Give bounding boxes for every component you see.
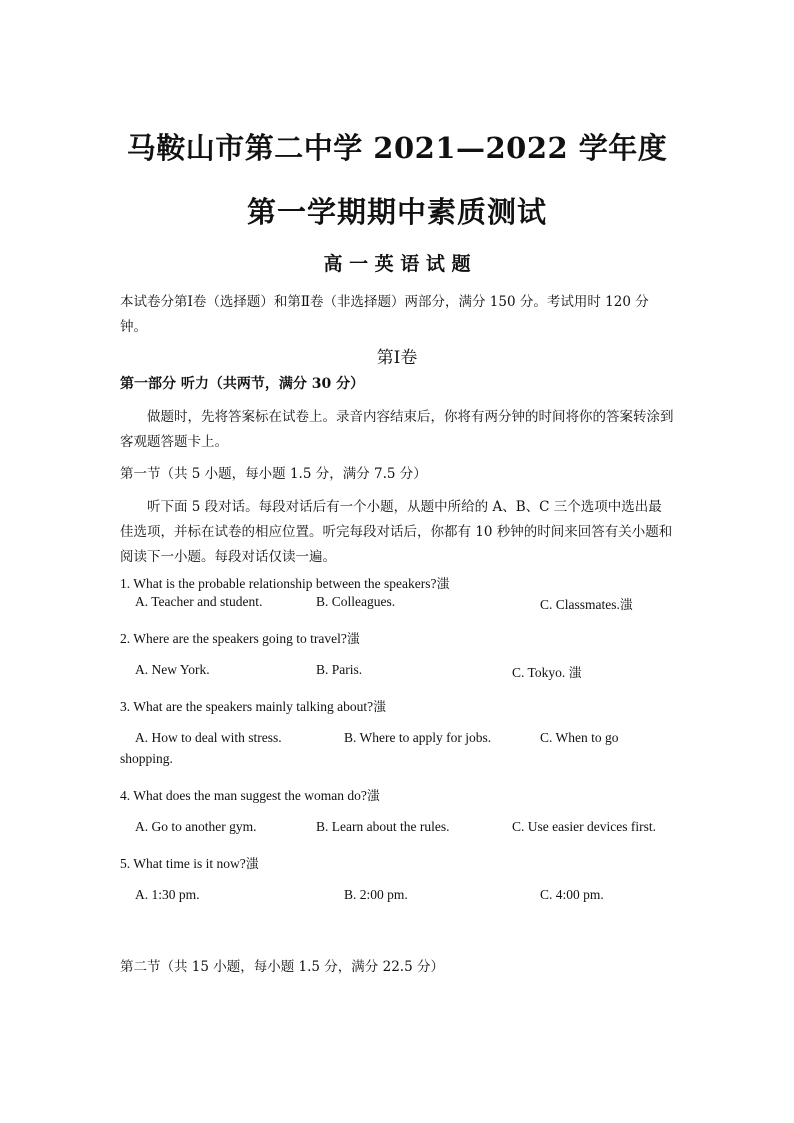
- question-2-option-b: B. Paris.: [316, 662, 363, 677]
- intro-text: 本试卷分第Ⅰ卷（选择题）和第Ⅱ卷（非选择题）两部分，满分 150 分。考试用时 120 分钟。: [120, 294, 649, 335]
- title-line-2: 第一学期期中素质测试: [246, 195, 547, 229]
- question-1-stem: 1. What is the probable relationship between the speakers?滍: [120, 576, 450, 592]
- question-3-option-c: C. When to go: [540, 730, 619, 745]
- title-line-1: 马鞍山市第二中学 2021—2022 学年度: [126, 131, 668, 165]
- question-3-option-a: A. How to deal with stress.: [135, 730, 282, 745]
- question-4-option-b: B. Learn about the rules.: [316, 819, 450, 834]
- question-2-stem: 2. Where are the speakers going to travel?滍: [120, 631, 360, 647]
- part1-title: 第一部分 听力（共两节，满分 30 分）: [120, 376, 365, 392]
- volume-heading: 第Ⅰ卷: [376, 348, 418, 368]
- subtitle: 高 一 英 语 试 题: [323, 253, 471, 275]
- question-3-stem: 3. What are the speakers mainly talking about?滍: [120, 699, 387, 715]
- question-3-option-b: B. Where to apply for jobs.: [344, 730, 492, 745]
- question-1-option-a: A. Teacher and student.: [135, 594, 263, 609]
- question-4-stem: 4. What does the man suggest the woman do?滍: [120, 788, 380, 804]
- section1-title: 第一节（共 5 小题，每小题 1.5 分，满分 7.5 分）: [120, 466, 427, 482]
- question-3-option-c-continued: shopping.: [120, 751, 173, 766]
- part1-instruction: 做题时，先将答案标在试卷上。录音内容结束后，你将有两分钟的时间将你的答案转涂到客观题答题卡上。: [120, 409, 674, 450]
- question-2-option-a: A. New York.: [135, 662, 210, 677]
- section2-title: 第二节（共 15 小题，每小题 1.5 分，满分 22.5 分）: [120, 959, 444, 975]
- question-1-option-b: B. Colleagues.: [316, 594, 396, 609]
- question-4-option-c: C. Use easier devices first.: [512, 819, 656, 834]
- question-1-option-c: C. Classmates.滍: [540, 597, 633, 613]
- question-5-stem: 5. What time is it now?滍: [120, 856, 259, 872]
- question-4-option-a: A. Go to another gym.: [135, 819, 257, 834]
- question-5-option-b: B. 2:00 pm.: [344, 887, 408, 902]
- question-2-option-c: C. Tokyo. 滍: [512, 665, 582, 681]
- question-5-option-c: C. 4:00 pm.: [540, 887, 604, 902]
- question-5-option-a: A. 1:30 pm.: [135, 887, 200, 902]
- section1-instruction: 听下面 5 段对话。每段对话后有一个小题，从题中所给的 A、B、C 三个选项中选出最佳选项，并标在试卷的相应位置。听完每段对话后，你都有 10 秒钟的时间来回答有关小题和阅读下一小题。每段对话仅读一遍。: [120, 499, 673, 565]
